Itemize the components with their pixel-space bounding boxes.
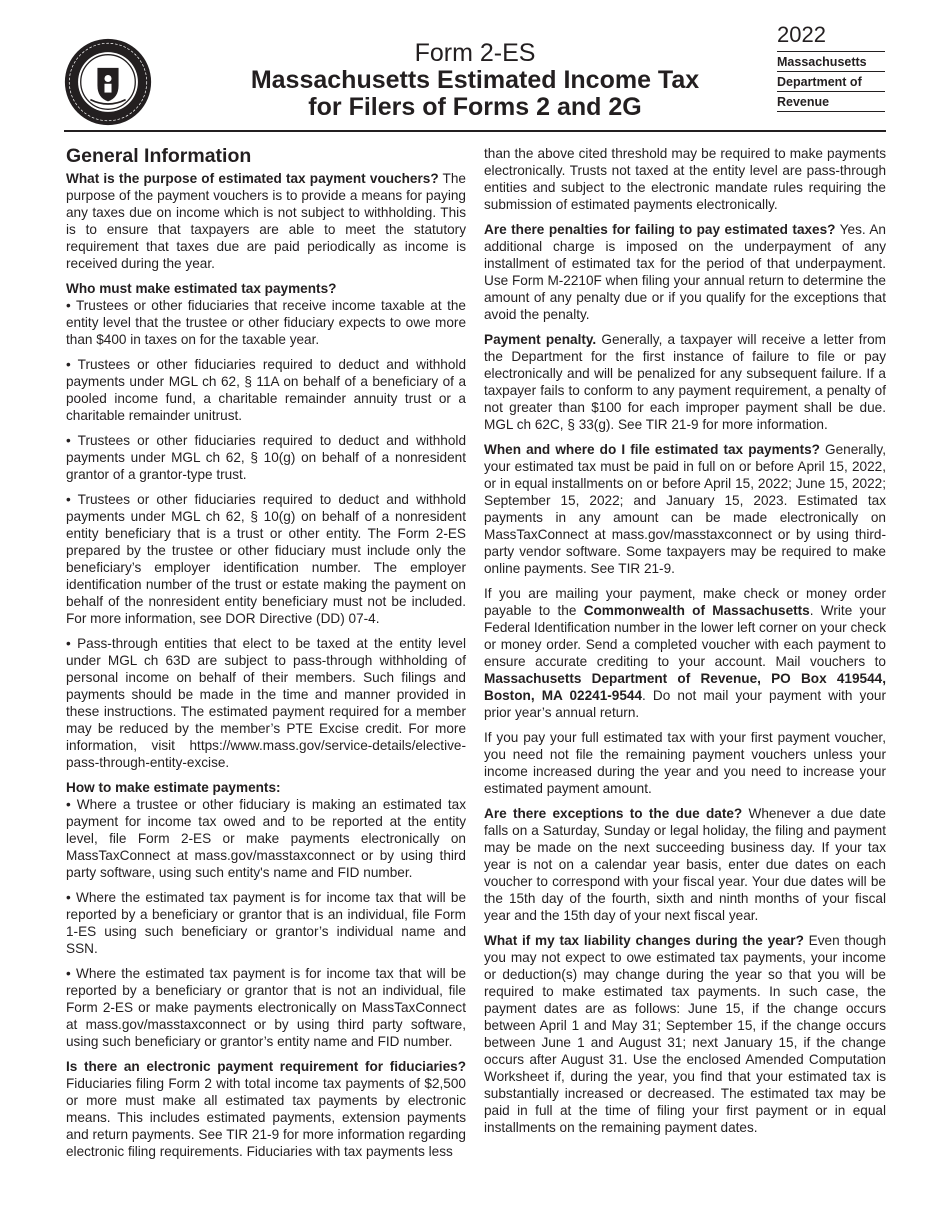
question-payment-penalty: Payment penalty. <box>484 332 597 347</box>
paragraph-penalties: Are there penalties for failing to pay estimated taxes? Yes. An additional charge is imposed on the underpayment of any installment of estimated tax for the period of that underpayment. Use Form M-2210F when filing your annual return to determine the amount of any penalty due or if you qualify for the exceptions that avoid the penalty. <box>484 222 886 322</box>
tax-year: 2022 <box>777 22 826 47</box>
dept-line-3: Revenue <box>777 91 885 112</box>
section-heading: General Information <box>66 145 252 167</box>
bullet-4: • Trustees or other fiduciaries required to deduct and withhold payments under MGL ch 62, § 10(g) on behalf of a nonresident entity beneficiary that is a trust or other entity. The Form 2-ES prepared by the trustee or other fiduciary must include only the beneficiary’s employer identification number. The employer identification number of the trust or estate making the payment on behalf of the nonresident entity beneficiary must not be included. For more information, see DOR Directive (DD) 07-4. <box>66 492 466 626</box>
massachusetts-seal-icon <box>64 38 152 126</box>
form-title <box>230 40 720 121</box>
dept-line-2: Department of <box>777 71 885 91</box>
right-column <box>484 145 886 1136</box>
question-penalties: Are there penalties for failing to pay estimated taxes? <box>484 222 836 237</box>
bullet-5: • Pass-through entities that elect to be taxed at the entity level under MGL ch 63D are subject to pass-through withholding of personal income on behalf of their members. Such filings and payments should be made in the time and manner provided in these instructions. The estimated payment required for a member may be reduced by the member’s PTE Excise credit. For more information, visit https://www.mass.gov/service-details/elective-pass-through-entity-excise. <box>66 636 466 770</box>
question-electronic: Is there an electronic payment requirement for fiduciaries? <box>66 1059 466 1074</box>
subheading-how: How to make estimate payments: <box>66 780 281 795</box>
bullet-1: • Trustees or other fiduciaries that receive income taxable at the entity level that the trustee or other fiduciary expects to owe more than $400 in taxes on for the taxable year. <box>66 298 466 347</box>
paragraph-purpose: What is the purpose of estimated tax payment vouchers? The purpose of the payment vouchers is to provide a means for paying any taxes due on income which is not subject to withholding. This is to ensure that taxpayers are able to meet the statutory requirement that taxes due are paid periodically as income is received during the year. <box>66 171 466 271</box>
question-when-where: When and where do I file estimated tax payments? <box>484 442 820 457</box>
left-column <box>66 146 466 1160</box>
question-exceptions: Are there exceptions to the due date? <box>484 806 743 821</box>
dept-line-1: Massachusetts <box>777 51 885 71</box>
paragraph-continued: than the above cited threshold may be required to make payments electronically. Trusts not taxed at the entity level are pass-through entities and subject to the electronic mandate rules requiring the submission of estimated payments electronically. <box>484 146 886 212</box>
paragraph-liability-changes: What if my tax liability changes during the year? Even though you may not expect to owe estimated tax payments, your income or deduction(s) may change during the year so that you will be required to make estimated tax payments. In such case, the payment dates are as follows: June 15, if the change occurs between April 1 and May 31; September 15, if the change occurs between June 1 and August 31; next January 15, if the change occurs after August 31. Use the enclosed Amended Computation Worksheet if, during the year, you find that your estimated tax is substantially increased or decreased. The estimated tax may be paid in full at the time of filing your first payment or in equal installments on the remaining payment dates. <box>484 933 887 1135</box>
form-number: Form 2-ES <box>414 39 536 67</box>
paragraph-electronic: Is there an electronic payment requirement for fiduciaries? Fiduciaries filing Form 2 with total income tax payments of $2,500 or more must make all estimated tax payments by electronic means. This includes estimated payments, extension payments and return payments. See TIR 21-9 for more information regarding electronic filing requirements. Fiduciaries with tax payments less <box>66 1059 466 1159</box>
bullet-2: • Trustees or other fiduciaries required to deduct and withhold payments under MGL ch 62, § 11A on behalf of a beneficiary of a pooled income fund, a charitable remainder annuity trust or a charitable remainder unitrust. <box>66 357 466 423</box>
how-bullet-2: • Where the estimated tax payment is for income tax that will be reported by a beneficiary or grantor that is an individual, file Form 1-ES using such beneficiary or grantor’s individual name and SSN. <box>66 890 466 956</box>
header-divider <box>64 130 886 132</box>
department-block <box>777 51 885 112</box>
question-liability: What if my tax liability changes during the year? <box>484 933 804 948</box>
paragraph-payment-penalty: Payment penalty. Generally, a taxpayer will receive a letter from the Department for the first instance of failure to file or pay electronically and will be penalized for any subsequent failure. If a taxpayer fails to conform to any payment requirement, a penalty of not greater than $100 for each improper payment shall be due. MGL ch 62C, § 33(g). See TIR 21-9 for more information. <box>484 332 886 432</box>
paragraph-exceptions: Are there exceptions to the due date? Whenever a due date falls on a Saturday, Sunday or legal holiday, the filing and payment may be made on the next succeeding business day. If your tax year is not on a calendar year basis, enter due dates on each voucher to correspond with your fiscal year. Your due dates will be the 15th day of the fourth, sixth and ninth months of your fiscal year and the 15th day of your next fiscal year. <box>484 806 886 923</box>
paragraph-when-where: When and where do I file estimated tax payments? Generally, your estimated tax must be paid in full on or before April 15, 2022, or in equal installments on or before April 15, 2022; June 15, 2022; September 15, 2022; and January 15, 2023. Estimated tax payments in any amount can be made electronically on MassTaxConnect at mass.gov/masstaxconnect or by using third-party vendor software. Some taxpayers may be required to make online payments. See TIR 21-9. <box>484 442 886 576</box>
title-line-1: Massachusetts Estimated Income Tax <box>250 66 700 94</box>
how-bullet-3: • Where the estimated tax payment is for income tax that will be reported by a beneficiary or grantor that is not an individual, file Form 2-ES or make payments electronically on MassTaxConnect at mass.gov/masstaxconnect or by using third party software, using such beneficiary or grantor’s entity name and FID number. <box>66 966 466 1049</box>
paragraph-full-payment: If you pay your full estimated tax with your first payment voucher, you need not file the remaining payment vouchers unless your income increased during the year and you need to increase your estimated payment amount. <box>484 730 886 796</box>
how-bullet-1: • Where a trustee or other fiduciary is making an estimated tax payment for income tax owed and to be reported at the entity level, file Form 2-ES or make payments electronically on MassTaxConnect at mass.gov/masstaxconnect or by using third party software, using such entity's name and FID number. <box>66 797 466 880</box>
paragraph-mailing: If you are mailing your payment, make check or money order payable to the Commonwealth of Massachusetts. Write your Federal Identification number in the lower left corner on your check or money order. Send a completed voucher with each payment to ensure accurate crediting to your account. Mail vouchers to Massachusetts Department of Revenue, PO Box 419544, Boston, MA 02241-9544. Do not mail your payment with your prior year’s annual return. <box>484 586 886 720</box>
title-line-2: for Filers of Forms 2 and 2G <box>308 93 642 121</box>
subheading-who: Who must make estimated tax payments? <box>66 281 337 296</box>
question-purpose: What is the purpose of estimated tax payment vouchers? <box>66 171 439 186</box>
bullet-3: • Trustees or other fiduciaries required to deduct and withhold payments under MGL ch 62, § 10(g) on behalf of a nonresident grantor of a grantor-type trust. <box>66 433 466 482</box>
